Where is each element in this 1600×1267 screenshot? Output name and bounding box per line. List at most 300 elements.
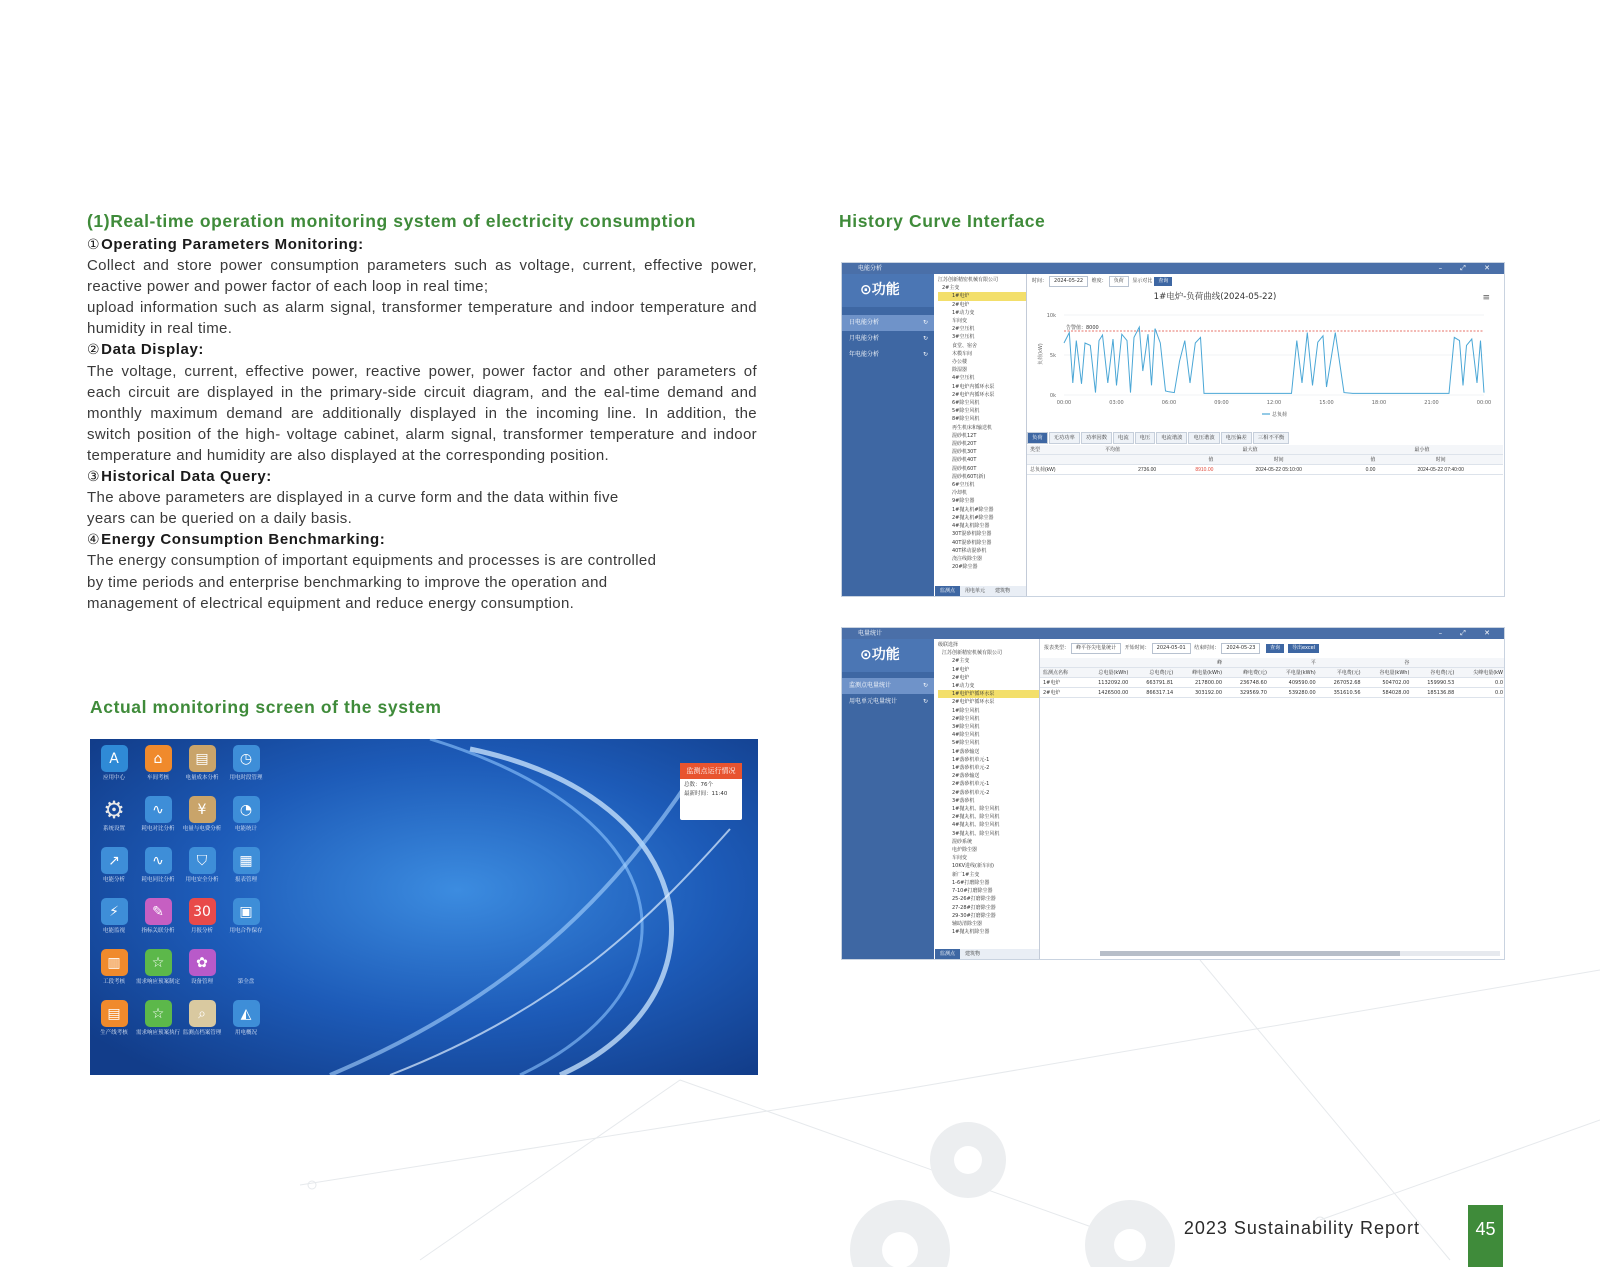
tree-node[interactable]: 级联选择: [938, 642, 959, 648]
x-tick-label: 09:00: [1214, 400, 1229, 406]
paragraph: The energy consumption of important equipments and processes is are controlled: [87, 552, 657, 570]
table-header-cell: 平电费(元): [1319, 668, 1364, 678]
y-tick-label: 0k: [1049, 393, 1056, 399]
app-icon: ⌂: [145, 745, 172, 772]
query-button[interactable]: 查询: [1266, 644, 1284, 653]
x-tick-label: 15:00: [1319, 400, 1334, 406]
section-benchmarking: [87, 529, 757, 613]
monitor-point-tree[interactable]: [935, 274, 1027, 596]
table-cell: 409590.00: [1270, 678, 1319, 688]
table-header-cell: [1457, 658, 1505, 668]
table-cell: 0.0: [1457, 678, 1505, 688]
tree-node[interactable]: 江苏创新精密机械有限公司: [942, 650, 1003, 657]
x-tick-label: 00:00: [1056, 400, 1072, 406]
tree-node[interactable]: 木模车间: [952, 350, 973, 357]
x-tick-label: 12:00: [1266, 400, 1282, 406]
table-header-cell: 最大值: [1159, 445, 1341, 455]
tree-node[interactable]: 2#电炉炉循环水泵: [952, 699, 995, 706]
table-cell: 2024-05-22 07:40:00: [1378, 465, 1503, 475]
table-header-cell: [1131, 658, 1176, 668]
tree-node[interactable]: 2#落砂机单元-1: [952, 781, 990, 788]
table-header-cell: 平电量(kWh): [1270, 668, 1319, 678]
app-icon: ⚙: [103, 795, 125, 824]
chart-title: 1#电炉-负荷曲线(2024-05-22): [1153, 292, 1277, 302]
page-number: 45: [1468, 1205, 1503, 1267]
desktop-app[interactable]: [136, 949, 180, 986]
table-header-cell: 总电量(kWh): [1082, 668, 1131, 678]
desktop-app[interactable]: [224, 1000, 268, 1037]
desktop-app[interactable]: [136, 1000, 180, 1037]
table-cell: 159990.53: [1412, 678, 1457, 688]
date-field[interactable]: 2024-05-22: [1049, 276, 1088, 287]
paragraph: The voltage, current, effective power, reactive power, power factor and other parameters of each circuit are displayed in the primary-side circuit diagram, and the eal-time demand and monthly maximum demand are additionally displayed in the incoming line. In addition, the switch position of the high- voltage cabinet, alarm signal, transformer temperature and indoor temperature and humidity are also displayed at the corresponding position.: [87, 362, 757, 464]
threshold-label: 告警值：8000: [1066, 325, 1099, 331]
tree-node[interactable]: 2#电炉: [952, 674, 970, 681]
metric-tab[interactable]: 电流谐波: [1156, 432, 1187, 444]
tree-node[interactable]: 1#电炉: [938, 292, 1026, 300]
app-icon: ▤: [189, 745, 216, 772]
tree-node[interactable]: 1#抛丸机、除尘风机: [952, 806, 1000, 813]
desktop-app[interactable]: [180, 745, 224, 782]
x-tick-label: 06:00: [1161, 400, 1177, 406]
tree-node[interactable]: 除湿器: [952, 367, 968, 374]
compare-checkbox[interactable]: 显示对比: [1132, 278, 1153, 284]
table-row[interactable]: [1027, 465, 1503, 475]
sidebar-item-monthly[interactable]: [842, 331, 934, 347]
metric-tab[interactable]: 电流: [1113, 432, 1134, 444]
desktop-app[interactable]: [180, 898, 224, 935]
desktop-app[interactable]: [136, 898, 180, 935]
app-label: 电能分析: [102, 877, 125, 883]
app-label: 车间考核: [146, 775, 169, 781]
section-operating-parameters: [87, 234, 757, 339]
tree-node[interactable]: 混砂机20T: [952, 441, 977, 448]
tree-node[interactable]: 1#电炉内循环水泵: [952, 383, 995, 390]
app-label: 用电安全分析: [185, 877, 219, 883]
window-title: 电能分析: [858, 265, 883, 272]
time-label: 时间：: [1032, 278, 1048, 284]
section-title: (1)Real-time operation monitoring system of electricity consumption: [87, 211, 697, 231]
tree-node[interactable]: 车间变: [952, 318, 968, 325]
y-tick-label: 10k: [1046, 313, 1056, 319]
table-header-cell: [1040, 658, 1082, 668]
dimension-label: 维度：: [1091, 278, 1107, 284]
tree-node[interactable]: 40T移动混砂机: [952, 547, 987, 554]
summary-table: [1027, 445, 1503, 475]
tree-node[interactable]: 1#落砂机单元-2: [952, 765, 990, 772]
table-header-cell: 最小值: [1341, 445, 1503, 455]
tree-node[interactable]: 8#除尘风机: [952, 416, 980, 423]
table-cell: 267052.68: [1319, 678, 1364, 688]
tree-node[interactable]: 4#除尘风机: [952, 732, 980, 739]
desktop-app[interactable]: [92, 949, 136, 986]
sidebar-item-label: 用电单元电量统计: [849, 698, 898, 705]
legend-label: 总负荷: [1272, 412, 1288, 418]
app-label: 应用中心: [102, 775, 125, 781]
metric-tab[interactable]: 电压谐波: [1188, 432, 1219, 444]
note-total-label: 总数：: [684, 782, 701, 788]
app-icon: ⛉: [189, 847, 216, 874]
table-cell: 1#电炉: [1040, 678, 1082, 688]
monitoring-status-note[interactable]: [680, 763, 742, 820]
app-label: 电能监视: [102, 928, 125, 934]
desktop-app[interactable]: [136, 745, 180, 782]
tree-node[interactable]: 辅助清除尘器: [952, 920, 983, 927]
table-cell: 0.00: [1341, 465, 1378, 475]
tree-node[interactable]: 1#动力变: [952, 683, 975, 690]
table-header-cell: 谷: [1364, 658, 1413, 668]
desktop-app[interactable]: [92, 745, 136, 782]
table-header-cell: 类型: [1027, 445, 1102, 455]
app-icon: ◷: [233, 745, 260, 772]
tree-node[interactable]: 10KV进线(新车间): [952, 863, 994, 870]
query-button[interactable]: 查询: [1154, 277, 1172, 286]
tree-node[interactable]: 1#落砂机单元-1: [952, 756, 990, 763]
table-header-cell: 尖峰电量(kW: [1457, 668, 1505, 678]
desktop-app[interactable]: [92, 796, 136, 833]
refresh-icon: ↻: [922, 698, 928, 705]
table-header-cell: [1225, 658, 1270, 668]
metric-tabs: [1027, 432, 1290, 444]
x-tick-label: 00:00: [1476, 400, 1492, 406]
table-cell: 303192.00: [1176, 688, 1225, 698]
note-time-label: 最新时间：: [684, 791, 712, 797]
table-header-cell: 峰电量(kWh): [1176, 668, 1225, 678]
export-excel-button[interactable]: 导出excel: [1288, 644, 1319, 653]
app-label: 监测点档案管理: [182, 1030, 222, 1036]
table-cell: 236748.60: [1225, 678, 1270, 688]
tree-node[interactable]: 2#电炉: [952, 301, 970, 308]
paragraph: The above parameters are displayed in a curve form and the data within five: [87, 489, 619, 507]
table-header-cell: 峰: [1176, 658, 1225, 668]
metric-tab[interactable]: 三相不平衡: [1253, 432, 1290, 444]
monitoring-description: [87, 234, 757, 614]
table-cell: 504702.00: [1364, 678, 1413, 688]
sidebar-item-label: 月电能分析: [849, 335, 880, 342]
end-time-label: 结束时间：: [1194, 645, 1220, 651]
tree-node[interactable]: 3#抛丸机、除尘风机: [952, 830, 1000, 837]
tree-node[interactable]: 2#空压机: [952, 326, 975, 333]
app-icon: A: [101, 745, 128, 772]
app-icon: ▦: [233, 847, 260, 874]
tree-node[interactable]: 混砂机12T: [952, 432, 977, 439]
tree-node[interactable]: 4#空压机: [952, 375, 975, 382]
desktop-app[interactable]: [224, 745, 268, 782]
table-row[interactable]: [1040, 678, 1505, 688]
tree-node[interactable]: 2#主变: [942, 285, 960, 292]
window-controls[interactable]: – ⤢ ✕: [1438, 264, 1498, 272]
table-header-cell: 平均值: [1102, 445, 1159, 455]
app-label: 报表管理: [234, 877, 257, 883]
tree-tab-monitor[interactable]: 监测点: [935, 586, 960, 596]
app-label: 用电概况: [234, 1030, 257, 1036]
tree-node[interactable]: 1#抛丸机除尘器: [952, 929, 990, 936]
table-cell: 总负荷(kW): [1027, 465, 1102, 475]
tree-node[interactable]: 7-10#打磨除尘器: [952, 888, 993, 895]
function-header: ⊙功能: [842, 639, 934, 672]
table-cell: 2#电炉: [1040, 688, 1082, 698]
app-label: 耗电对比分析: [141, 826, 175, 832]
start-time-label: 开始时间：: [1124, 645, 1150, 651]
tree-node[interactable]: 1#动力变: [952, 309, 975, 316]
tree-node[interactable]: 20#除尘器: [952, 564, 978, 571]
table-cell: 217800.00: [1176, 678, 1225, 688]
table-header-row: [1040, 668, 1505, 678]
tree-node[interactable]: 27-28#打磨除尘器: [952, 904, 996, 911]
refresh-icon: ↻: [922, 351, 928, 358]
tree-node[interactable]: 2#电炉内循环水泵: [952, 391, 995, 398]
tree-node[interactable]: 1#除尘风机: [952, 707, 980, 714]
sidebar-item-label: 年电能分析: [849, 351, 880, 358]
tree-node[interactable]: 5#除尘风机: [952, 408, 980, 415]
section-number: ④: [87, 531, 101, 548]
y-tick-label: 5k: [1049, 353, 1056, 359]
start-date-field[interactable]: 2024-05-01: [1152, 643, 1191, 654]
app-icon: ↗: [101, 847, 128, 874]
desktop-app[interactable]: [180, 847, 224, 884]
section-heading: Historical Data Query:: [101, 468, 272, 486]
tree-node[interactable]: 6#空压机: [952, 482, 975, 489]
table-cell: 1426500.00: [1082, 688, 1131, 698]
app-label: 电量与电费分析: [182, 826, 222, 832]
note-time-value: 11:40: [711, 791, 728, 797]
table-header-cell: [1412, 658, 1457, 668]
metric-tab[interactable]: 负荷: [1027, 432, 1048, 444]
refresh-icon: ↻: [922, 319, 928, 326]
table-header-row: [1040, 658, 1505, 668]
tree-node[interactable]: 1#抛丸机#除尘器: [952, 506, 994, 513]
tree-node[interactable]: 混砂机60T(新): [952, 473, 986, 480]
app-icon: ⌕: [189, 1000, 216, 1027]
tree-node[interactable]: 4#抛丸机、除尘风机: [952, 822, 1000, 829]
refresh-icon: ↻: [922, 682, 928, 689]
x-tick-label: 03:00: [1109, 400, 1124, 406]
sidebar-item-label: 监测点电量统计: [849, 682, 892, 689]
desktop-app[interactable]: [136, 847, 180, 884]
refresh-icon: ↻: [922, 335, 928, 342]
tree-node[interactable]: 3#落砂机: [952, 797, 975, 804]
tree-tab-building[interactable]: 建筑物: [965, 951, 981, 957]
menu-icon[interactable]: ≡: [1482, 293, 1490, 303]
table-header-row: [1027, 445, 1503, 455]
tree-node[interactable]: 1#落砂输送: [952, 748, 980, 755]
report-name: 2023 Sustainability Report: [1183, 1218, 1420, 1238]
section-number: ②: [87, 341, 101, 358]
statistics-table: [1040, 658, 1505, 698]
desktop-app[interactable]: [92, 847, 136, 884]
app-label: 系统设置: [102, 826, 125, 832]
table-header-cell: 值: [1341, 455, 1378, 465]
window-titlebar: [842, 263, 1504, 274]
tree-node[interactable]: 4#抛丸机除尘器: [952, 523, 990, 530]
tree-node[interactable]: 2#抛丸机、除尘风机: [952, 814, 1000, 821]
tree-node[interactable]: 电炉除尘器: [952, 847, 978, 854]
window-titlebar: [842, 628, 1504, 639]
app-icon: ▣: [233, 898, 260, 925]
app-label: 电量成本分析: [185, 775, 219, 781]
window-controls[interactable]: – ⤢ ✕: [1438, 629, 1498, 637]
app-label: 指标关联分析: [141, 928, 175, 934]
section-heading: Operating Parameters Monitoring:: [101, 236, 364, 253]
query-toolbar: [1032, 276, 1174, 287]
tree-node[interactable]: 混砂机30T: [952, 449, 977, 456]
table-cell: 663791.81: [1131, 678, 1176, 688]
tree-tab-unit[interactable]: 用电单元: [965, 588, 986, 594]
tree-node[interactable]: 5#除尘风机: [952, 740, 980, 747]
tree-node[interactable]: 29-30#打磨除尘器: [952, 912, 996, 919]
app-label: 用电合作保存: [229, 928, 263, 934]
sidebar-item-yearly[interactable]: [842, 347, 934, 363]
table-header-cell: 总电费(元): [1131, 668, 1176, 678]
desktop-app[interactable]: [92, 898, 136, 935]
table-header-cell: [1082, 658, 1131, 668]
table-cell: 2736.00: [1102, 465, 1159, 475]
tree-tab-monitor[interactable]: 监测点: [935, 949, 960, 959]
load-curve-chart: [1030, 305, 1495, 430]
history-title: History Curve Interface: [839, 211, 1046, 231]
window-title: 电量统计: [858, 630, 883, 637]
section-historical-query: [87, 466, 757, 529]
tree-node[interactable]: 9#除尘器: [952, 498, 975, 505]
desktop-app[interactable]: [92, 1000, 136, 1037]
report-type-select[interactable]: 峰平谷尖电量统计: [1071, 643, 1121, 654]
app-icon: ▥: [101, 949, 128, 976]
paragraph: upload information such as alarm signal, transformer temperature and indoor temperature and humidity in real time.: [87, 299, 757, 338]
report-toolbar: [1044, 643, 1321, 654]
tree-node[interactable]: 再生机床和输送机: [952, 424, 993, 431]
app-icon: ▤: [101, 1000, 128, 1027]
table-cell: 539280.00: [1270, 688, 1319, 698]
table-header-cell: 谷电量(kWh): [1364, 668, 1413, 678]
sidebar-item-unit-stats[interactable]: [842, 694, 934, 710]
monitoring-desktop-screenshot: [90, 739, 758, 1075]
tree-node[interactable]: 2#除尘风机: [952, 715, 980, 722]
table-header-cell: 值: [1159, 455, 1216, 465]
app-label: 需求响应预案执行: [136, 1030, 181, 1036]
table-cell: 8910.00: [1159, 465, 1216, 475]
app-icon: ∿: [145, 847, 172, 874]
tree-node[interactable]: 食堂、宿舍: [952, 342, 978, 349]
tree-node[interactable]: 2#抛丸机#除尘器: [952, 514, 994, 521]
x-tick-label: 18:00: [1371, 400, 1387, 406]
table-cell: 1132092.00: [1082, 678, 1131, 688]
app-icon: ∿: [145, 796, 172, 823]
tree-node[interactable]: 2#主变: [952, 658, 970, 665]
paragraph: Collect and store power consumption parameters such as voltage, current, effective power, reactive power and power factor of each loop in real time;: [87, 257, 757, 296]
metric-tab[interactable]: 电压: [1135, 432, 1156, 444]
note-total-value: 76个: [700, 782, 714, 788]
app-label: 电能统计: [234, 826, 257, 832]
tree-node[interactable]: 办公楼: [952, 359, 968, 366]
table-cell: 185136.88: [1412, 688, 1457, 698]
app-icon: 30: [189, 898, 216, 925]
table-header-cell: 时间: [1216, 455, 1341, 465]
table-header-cell: [1319, 658, 1364, 668]
app-icon: ¥: [189, 796, 216, 823]
tree-node[interactable]: 1#电炉: [952, 666, 970, 673]
table-header-cell: 平: [1270, 658, 1319, 668]
desktop-app[interactable]: [224, 796, 268, 833]
table-cell: 351610.56: [1319, 688, 1364, 698]
table-header-cell: 峰电费(元): [1225, 668, 1270, 678]
metric-tab[interactable]: 功率因数: [1081, 432, 1112, 444]
sidebar-item-label: 日电能分析: [849, 319, 880, 326]
tree-node[interactable]: 1-6#打磨除尘器: [952, 879, 990, 886]
section-number: ①: [87, 236, 101, 252]
table-cell: 329569.70: [1225, 688, 1270, 698]
tree-node[interactable]: 江苏创新精密机械有限公司: [938, 277, 999, 283]
tree-node[interactable]: 2#落砂输送: [952, 773, 980, 780]
desktop-app[interactable]: [180, 796, 224, 833]
tree-node[interactable]: 新厂1#主变: [952, 871, 980, 878]
tree-node[interactable]: 6#除尘风机: [952, 400, 980, 407]
tree-node[interactable]: 车间变: [952, 855, 968, 862]
app-icon: ✎: [145, 898, 172, 925]
section-heading: Data Display:: [101, 341, 204, 359]
app-label: 月报分析: [190, 928, 213, 934]
app-label: 生产线考核: [100, 1030, 128, 1036]
tree-node[interactable]: 40T混砂机除尘器: [952, 539, 992, 546]
dimension-select[interactable]: 负荷: [1109, 276, 1129, 287]
tree-node[interactable]: 混砂机60T: [952, 465, 977, 472]
app-icon: ☆: [145, 1000, 172, 1027]
y-axis-label: 负荷(kW): [1038, 343, 1044, 365]
tree-node[interactable]: 3#空压机: [952, 334, 975, 341]
app-label: 耗电同比分析: [141, 877, 175, 883]
desktop-app[interactable]: [180, 949, 224, 986]
tree-node[interactable]: 3#除尘风机: [952, 724, 980, 731]
app-icon: [233, 949, 260, 976]
desktop-app[interactable]: [224, 898, 268, 935]
app-icon: ⚡: [101, 898, 128, 925]
sidebar-item-daily[interactable]: [842, 315, 934, 331]
metric-tab[interactable]: 无功功率: [1049, 432, 1080, 444]
desktop-app[interactable]: [224, 949, 268, 986]
desktop-app[interactable]: [180, 1000, 224, 1037]
metric-tab[interactable]: 电压偏差: [1221, 432, 1252, 444]
function-sidebar: [842, 274, 934, 596]
desktop-app[interactable]: [136, 796, 180, 833]
function-header: ⊙功能: [842, 274, 934, 307]
app-label: 设备管理: [190, 979, 213, 985]
tree-node[interactable]: 25-26#打磨除尘器: [952, 896, 996, 903]
app-icon: ◔: [233, 796, 260, 823]
table-cell: 866317.14: [1131, 688, 1176, 698]
sidebar-item-monitor-stats[interactable]: [842, 678, 934, 694]
table-row[interactable]: [1040, 688, 1505, 698]
section-heading: Energy Consumption Benchmarking:: [101, 531, 386, 549]
tree-node[interactable]: 混砂系统: [952, 838, 973, 845]
section-data-display: [87, 339, 757, 466]
app-icon: ✿: [189, 949, 216, 976]
table-header-cell: 监测点名称: [1040, 668, 1082, 678]
tree-tab-building[interactable]: 建筑物: [995, 588, 1011, 594]
end-date-field[interactable]: 2024-05-23: [1221, 643, 1260, 654]
series-line: [1064, 327, 1484, 393]
tree-node[interactable]: 混砂机40T: [952, 457, 977, 464]
monitor-point-tree[interactable]: [935, 639, 1040, 959]
tree-node[interactable]: 浇注线除尘器: [952, 555, 983, 562]
tree-node[interactable]: 2#落砂机单元-2: [952, 789, 990, 796]
desktop-app[interactable]: [224, 847, 268, 884]
tree-node[interactable]: 30T混砂机除尘器: [952, 531, 992, 538]
report-type-label: 报表类型：: [1044, 645, 1070, 651]
tree-node[interactable]: 1#电炉炉循环水泵: [938, 690, 1039, 698]
app-icon: ☆: [145, 949, 172, 976]
tree-node[interactable]: 冷却机: [952, 490, 968, 497]
horizontal-scrollbar[interactable]: [1100, 951, 1500, 956]
note-title: 监测点运行情况: [680, 763, 742, 779]
